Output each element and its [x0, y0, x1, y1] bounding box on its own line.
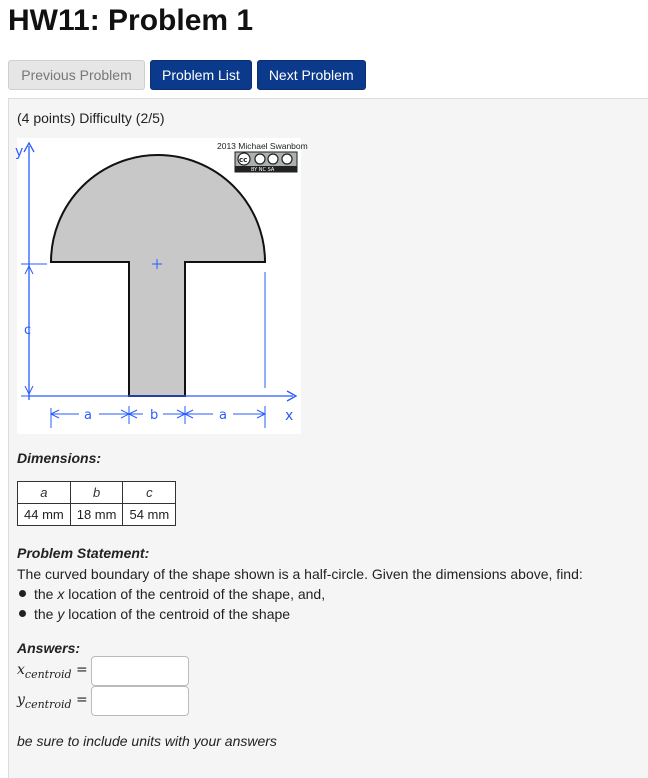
y-centroid-label: $y_{centroid}$ = — [17, 691, 88, 711]
previous-problem-button[interactable]: Previous Problem — [8, 60, 145, 90]
problem-statement-list — [17, 584, 325, 624]
header-a: a — [18, 482, 71, 504]
answers-title: Answers: — [17, 640, 81, 656]
x-centroid-label: $x_{centroid}$ = — [17, 661, 88, 681]
points-difficulty: (4 points) Difficulty (2/5) — [17, 110, 165, 126]
x-variable: x — [57, 586, 65, 602]
y-centroid-answer-row — [17, 686, 189, 716]
value-c: 54 mm — [123, 504, 176, 526]
x-centroid-input[interactable] — [91, 656, 189, 686]
c-label: c — [24, 323, 32, 338]
header-b: b — [70, 482, 123, 504]
b-label: b — [150, 408, 159, 423]
units-note: be sure to include units with your answers — [17, 733, 277, 749]
problem-list-button[interactable]: Problem List — [150, 60, 252, 90]
cc-license-badge — [235, 152, 297, 173]
dimensions-table — [17, 481, 176, 526]
next-problem-button[interactable]: Next Problem — [257, 60, 366, 90]
y-axis-label: y — [15, 144, 24, 160]
header-c: c — [123, 482, 176, 504]
list-item: the x location of the centroid of the shape, and, — [17, 584, 325, 604]
problem-figure — [15, 138, 308, 434]
a-left-label: a — [84, 408, 92, 423]
mushroom-shape — [51, 155, 265, 396]
y-centroid-input[interactable] — [91, 686, 189, 716]
license-text: BY NC SA — [251, 167, 275, 173]
problem-navigation — [8, 60, 366, 90]
copyright-text: 2013 Michael Swanbom — [217, 141, 308, 151]
page-title: HW11: Problem 1 — [8, 4, 254, 37]
a-right-label: a — [219, 408, 227, 423]
problem-statement-title: Problem Statement: — [17, 545, 150, 561]
table-row — [18, 504, 176, 526]
shape-diagram — [15, 138, 308, 434]
list-item: the y location of the centroid of the shape — [17, 604, 325, 624]
svg-text:cc: cc — [239, 156, 248, 164]
value-b: 18 mm — [70, 504, 123, 526]
table-header-row — [18, 482, 176, 504]
dimensions-title: Dimensions: — [17, 450, 102, 466]
y-variable: y — [57, 606, 65, 622]
x-axis-label: x — [285, 408, 294, 424]
x-centroid-answer-row — [17, 656, 189, 686]
problem-statement-text: The curved boundary of the shape shown is a half-circle. Given the dimensions above, find: — [17, 566, 583, 582]
value-a: 44 mm — [18, 504, 71, 526]
